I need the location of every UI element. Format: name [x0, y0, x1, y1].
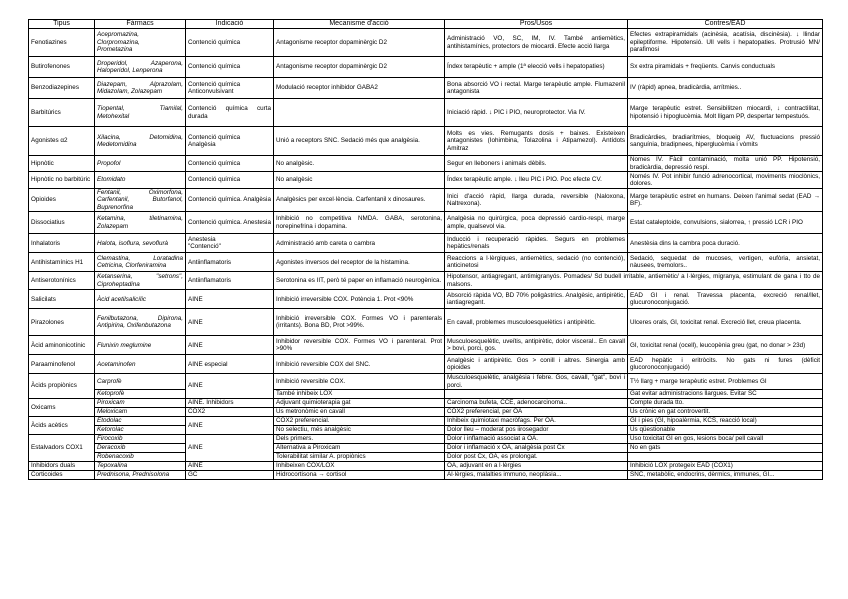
cell-indicacio: Contenció química: [186, 172, 274, 189]
cell-mecanisme: Inhibició reversible COX del SNC.: [274, 355, 445, 374]
cell-contres: Nomes IV. Fàcil contaminació, molta unió PP. Hipotensió, bradicàrdia, depressió respi.: [628, 156, 823, 172]
cell-contres: Uso toxicitat GI en gos, lesions boca/ pell cavall: [628, 435, 823, 444]
pharmacology-table-sheet: [28, 19, 822, 480]
header-mecanisme: Mecanisme d'acció: [274, 20, 445, 29]
cell-pros: Absorció ràpida VO, BD 70% poligàstrics. Analgèsic, antipirètic, iantiagregant.: [445, 290, 628, 309]
cell-tipus: Àcid aminonicotínic: [29, 336, 95, 355]
cell-indicacio: AINE: [186, 309, 274, 336]
cell-farmacs: Deracoxib: [95, 444, 186, 453]
cell-tipus: Butirofenones: [29, 57, 95, 78]
table-row: [29, 234, 823, 253]
cell-indicacio: Contenció química: [186, 156, 274, 172]
cell-contres: Efectes extrapiramidals (acinèsia, acatísia, discinèsia). ↓ llindar epileptiforme. Hipotensió. Ull vells i hepatopaties. Protrusió MN/ parafimosi: [628, 29, 823, 57]
cell-pros: COX2 preferencial, per OA: [445, 408, 628, 417]
cell-indicacio: Antiinflamatoris: [186, 253, 274, 272]
cell-contres: Marge terapèutic estret en humans. Deixen l'animal sedat (EAD → BF).: [628, 189, 823, 212]
cell-contres: Ulceres orals, GI, toxicitat renal. Excreció llet, creua placenta.: [628, 309, 823, 336]
cell-contres: Gat evitar administracions llargues. Evitar SC: [628, 390, 823, 399]
cell-indicacio: Contenció química Anticonvulsivant: [186, 78, 274, 99]
cell-farmacs: Halota, isoflura, sevoflurà: [95, 234, 186, 253]
cell-farmacs: Clemastina, Loratadina Cetricina, Clorfeniramina: [95, 253, 186, 272]
cell-pros: Dolor i inflamació associat a OA.: [445, 435, 628, 444]
cell-indicacio: AINE: [186, 290, 274, 309]
cell-contres: Sx extra piramidals + freqüents. Canvis conductuals: [628, 57, 823, 78]
cell-contres: Inhibició LOX protegeix EAD (COX1): [628, 462, 823, 471]
cell-farmacs: Etodolac: [95, 417, 186, 426]
cell-mecanisme: Analgèsics per excel·lència. Carfentanil x dinosaures.: [274, 189, 445, 212]
cell-contres: Us crònic en gat controvertit.: [628, 408, 823, 417]
cell-indicacio: Contenció química. Anestesia: [186, 212, 274, 234]
cell-indicacio: Contenció química curta durada: [186, 99, 274, 127]
table-row: [29, 253, 823, 272]
cell-pros: Reaccions a l·lèrgiques, antiemètics, sedació (no contenció), anticinetosi: [445, 253, 628, 272]
cell-tipus: Hipnòtic: [29, 156, 95, 172]
cell-pros: Molts es vies. Remugants dosis + baixes. Existeixen antagonistes (Iohimbina, Tolazolina i Atipamezol). Antídots Amitraz: [445, 127, 628, 156]
header-contres: Contres/EAD: [628, 20, 823, 29]
cell-pros: Bona absorció VO i rectal. Marge terapèutic ample. Flumazenil antagonista: [445, 78, 628, 99]
table-header-row: [29, 20, 823, 29]
table-row: [29, 309, 823, 336]
cell-pros: En cavall, problemes musculoesquelètics i antipirètic.: [445, 309, 628, 336]
table-row: [29, 78, 823, 99]
cell-mecanisme: No selectiu, més analgèsic: [274, 426, 445, 435]
cell-tipus: Oxicams: [29, 399, 95, 417]
cell-tipus: Antiserotonínics: [29, 272, 95, 290]
cell-farmacs: Carprofè: [95, 374, 186, 390]
cell-contres: EAD hepàtic i eritròcits. No gats ni fures (dèficit glucoronoconjugació): [628, 355, 823, 374]
cell-pros: Inducció i recuperació ràpides. Segurs en problemes hepàtics/renals: [445, 234, 628, 253]
cell-indicacio: AINE: [186, 462, 274, 471]
cell-pros: OA, adjuvant en a l·lèrgies: [445, 462, 628, 471]
cell-mecanisme: Antagonisme receptor dopaminèrgic D2: [274, 29, 445, 57]
cell-contres: SNC, metabòlic, endocrins, dèrmics, immunes, GI...: [628, 471, 823, 480]
cell-farmacs: Droperidol, Azaperona, Haloperidol, Lenperona: [95, 57, 186, 78]
cell-pros: Administració VO, SC, IM, IV. També antiemètics, antihistamínics, protectors de miocardi. Efecte acció llarga: [445, 29, 628, 57]
table-row: [29, 189, 823, 212]
header-indicacio: Indicació: [186, 20, 274, 29]
cell-tipus: Salicilats: [29, 290, 95, 309]
cell-pros: Dolor lleu – moderat pos iirosegador: [445, 426, 628, 435]
cell-indicacio: AINE: [186, 336, 274, 355]
cell-mecanisme: Inhibició reversible COX.: [274, 374, 445, 390]
table-row: [29, 374, 823, 390]
cell-mecanisme: Alternativa a Piroxicam: [274, 444, 445, 453]
table-row: [29, 290, 823, 309]
cell-farmacs: Meloxicam: [95, 408, 186, 417]
cell-contres: Compte durada tto.: [628, 399, 823, 408]
cell-farmacs: Diazepam, Alprazolam, Midazolam, Zolazepam: [95, 78, 186, 99]
cell-mecanisme: Dels primers.: [274, 435, 445, 444]
cell-mecanisme: Inhibició irreversible COX. Formes VO i parenterals (irritants). Bona BD, Prot >99%.: [274, 309, 445, 336]
cell-mecanisme: Agonistes inversos del receptor de la histamina.: [274, 253, 445, 272]
table-row: [29, 57, 823, 78]
cell-tipus: Barbitúrics: [29, 99, 95, 127]
cell-mecanisme: Inhibidor reversible COX. Formes VO i parenteral. Prot >90%: [274, 336, 445, 355]
cell-indicacio: AINE. Inhibidors: [186, 399, 274, 408]
cell-farmacs: Acetaminofen: [95, 355, 186, 374]
cell-contres: Només IV. Pot inhibir funció adrenocortical, moviments mioclònics, dolores.: [628, 172, 823, 189]
cell-mecanisme: Antagonisme receptor dopaminèrgic D2: [274, 57, 445, 78]
cell-contres: Marge terapèutic estret. Sensibilitzen miocardi, ↓ contractilitat, hipotensió i hipoglucèmia. Molt lligam PP, despertar tempestuós.: [628, 99, 823, 127]
cell-indicacio: Contenció química Analgèsia: [186, 127, 274, 156]
cell-mecanisme: Us metronòmic en cavall: [274, 408, 445, 417]
cell-tipus: Fenotiazines: [29, 29, 95, 57]
cell-farmacs: Ketoprofè: [95, 390, 186, 399]
cell-pros: Segur en lleboners i animals dèbils.: [445, 156, 628, 172]
cell-tipus: Àcids propiònics: [29, 374, 95, 399]
cell-contres: GI, toxicitat renal (ocell), leucopènia greu (gat, no donar > 23d): [628, 336, 823, 355]
cell-tipus: Inhalatoris: [29, 234, 95, 253]
cell-tipus: Corticoides: [29, 471, 95, 480]
table-row: [29, 453, 823, 462]
cell-indicacio: Contenció química. Analgèsia: [186, 189, 274, 212]
cell-tipus: Agonistes α2: [29, 127, 95, 156]
cell-indicacio: AINE especial: [186, 355, 274, 374]
cell-indicacio: Anestesia "Contenció": [186, 234, 274, 253]
cell-mecanisme: També inhibeix LOX: [274, 390, 445, 399]
cell-pros: Musculoesquelètic, analgèsia i febre. Gos, cavall, "gat", bovi i porci.: [445, 374, 628, 390]
cell-indicacio: AINE: [186, 417, 274, 435]
cell-farmacs: Tiopental, Tiamilal, Metohexital: [95, 99, 186, 127]
cell-indicacio: Antiinflamatoris: [186, 272, 274, 290]
cell-tipus: Estalvadors COX1: [29, 435, 95, 462]
cell-indicacio: COX2: [186, 408, 274, 417]
cell-contres: Anestèsia dins la cambra poca duració.: [628, 234, 823, 253]
cell-mecanisme: Unió a receptors SNC. Sedació més que analgèsia.: [274, 127, 445, 156]
cell-mecanisme: Inhibició irreversible COX. Potència 1. Prot <90%: [274, 290, 445, 309]
cell-tipus: Inhibidors duals: [29, 462, 95, 471]
cell-contres: T½ llarg + marge terapèutic estret. Problemes GI: [628, 374, 823, 390]
cell-mecanisme: Adjuvant quimioterapia gat: [274, 399, 445, 408]
cell-tipus: Hipnòtic no barbitúric: [29, 172, 95, 189]
cell-tipus: Dissociatius: [29, 212, 95, 234]
cell-farmacs: Robenacoxib: [95, 453, 186, 462]
cell-mecanisme: Inhibeixen COX/LOX: [274, 462, 445, 471]
table-row: [29, 462, 823, 471]
table-row: [29, 417, 823, 426]
cell-contres: Estat cataleptoide, convulsions, sialorrea, ↑ pressió LCR i PIO: [628, 212, 823, 234]
cell-pros: Musculoesquelètic, uveïtis, antipirètic, dolor visceral.. En cavall > bovi, porci, gos.: [445, 336, 628, 355]
table-row: [29, 127, 823, 156]
cell-contres: GI i pies (GI, hipoalèrmia, KCS, reacció local): [628, 417, 823, 426]
table-row: [29, 408, 823, 417]
cell-pros: Iniciació ràpid. ↓ PIC i PIO, neuroprotector. Via IV.: [445, 99, 628, 127]
cell-contres: EAD GI i renal. Travessa placenta, excreció renal/llet, glucuronoconjugació.: [628, 290, 823, 309]
cell-mecanisme: No analgèsic: [274, 172, 445, 189]
cell-mecanisme: [274, 99, 445, 127]
cell-pros: Hipotensor, antiagregant, antimigranyós. Pomades/ Sd budell irritable, antiemètic/ a l·lèrgies, migranya, estimulant de gana i tto de malsons.: [445, 272, 823, 290]
cell-contres: Bradicàrdies, bradiarítmies, bloqueig AV, fluctuacions pressió sanguínia, bradipnees, hiperglucèmia i vòmits: [628, 127, 823, 156]
table-row: [29, 272, 823, 290]
cell-mecanisme: Tolerabilitat similar A. propiònics: [274, 453, 445, 462]
cell-pros: [445, 390, 628, 399]
cell-farmacs: Flunixin meglumine: [95, 336, 186, 355]
table-row: [29, 435, 823, 444]
cell-indicacio: Contenció química: [186, 57, 274, 78]
cell-tipus: Benzodiazepines: [29, 78, 95, 99]
cell-pros: Dolor post Cx, OA, es prolongat.: [445, 453, 628, 462]
cell-pros: Analgèsic i antipirètic. Gos > conill i altres. Sinergia amb opioides: [445, 355, 628, 374]
table-row: [29, 426, 823, 435]
table-row: [29, 471, 823, 480]
cell-farmacs: Piroxicam: [95, 399, 186, 408]
cell-farmacs: Fentanil, Oximorfona, Carfentanil, Butorfanol, Buprenorfina: [95, 189, 186, 212]
cell-farmacs: Acepromazina, Clorpromazina, Prometazina: [95, 29, 186, 57]
cell-contres: [628, 453, 823, 462]
cell-pros: Índex terapèutic ample. ↓ lleu PIC i PIO. Poc efecte CV.: [445, 172, 628, 189]
cell-pros: Al·lèrgies, malalties immuno, neoplàsia...: [445, 471, 628, 480]
cell-mecanisme: Administració amb careta o cambra: [274, 234, 445, 253]
cell-contres: No en gats: [628, 444, 823, 453]
drug-comparison-table: [28, 19, 823, 480]
cell-tipus: Paraaminofenol: [29, 355, 95, 374]
header-farmacs: Fàrmacs: [95, 20, 186, 29]
cell-mecanisme: No analgèsic.: [274, 156, 445, 172]
table-row: [29, 29, 823, 57]
cell-mecanisme: Serotonina es IIT, però té paper en inflamació neurogènica.: [274, 272, 445, 290]
cell-farmacs: Àcid acetilsalicílic: [95, 290, 186, 309]
cell-pros: Inici d'acció ràpid, llarga durada, reversible (Naloxona, Naltrexona).: [445, 189, 628, 212]
table-row: [29, 336, 823, 355]
cell-indicacio: AINE: [186, 435, 274, 462]
cell-tipus: Opioides: [29, 189, 95, 212]
cell-indicacio: GC: [186, 471, 274, 480]
cell-indicacio: AINE: [186, 374, 274, 399]
cell-contres: IV (ràpid) apnea, bradicàrdia, arrítmies..: [628, 78, 823, 99]
cell-contres: Sedació, sequedat de mucoses, vertigen, eufòria, ansietat, nàusees, tremolors..: [628, 253, 823, 272]
cell-farmacs: Ketamina, tiletinamina, Zolazepam: [95, 212, 186, 234]
table-row: [29, 355, 823, 374]
header-pros: Pros/Usos: [445, 20, 628, 29]
cell-farmacs: Tepoxalina: [95, 462, 186, 471]
table-row: [29, 399, 823, 408]
cell-farmacs: Firocoxib: [95, 435, 186, 444]
cell-tipus: Àcids acètics: [29, 417, 95, 435]
table-row: [29, 156, 823, 172]
cell-farmacs: Prednisona, Prednisolona: [95, 471, 186, 480]
cell-farmacs: Etomidato: [95, 172, 186, 189]
table-row: [29, 390, 823, 399]
cell-pros: Analgèsia no quirúrgica, poca depressió cardio-respi, marge ample, qualsevol via.: [445, 212, 628, 234]
cell-mecanisme: Inhibició no competitiva NMDA. GABA, serotonina, norepinefrina i dopamina.: [274, 212, 445, 234]
table-row: [29, 212, 823, 234]
cell-mecanisme: Modulació receptor inhibidor GABA2: [274, 78, 445, 99]
cell-farmacs: Fenilbutazona, Dipirona, Antipirina, Oxifenbutazona: [95, 309, 186, 336]
table-row: [29, 99, 823, 127]
cell-mecanisme: Hidrocortisona → cortisol: [274, 471, 445, 480]
cell-indicacio: Contenció química: [186, 29, 274, 57]
cell-tipus: Antihistamínics H1: [29, 253, 95, 272]
cell-farmacs: Xilacina, Detomidina, Medetomidina: [95, 127, 186, 156]
table-row: [29, 444, 823, 453]
cell-contres: Ús qüestionable: [628, 426, 823, 435]
table-row: [29, 172, 823, 189]
cell-pros: Inhibeix quimiotaxi macròfags. Per OA.: [445, 417, 628, 426]
cell-farmacs: Propofol: [95, 156, 186, 172]
cell-pros: Dolor i inflamació x OA, analgèsia post Cx: [445, 444, 628, 453]
cell-pros: Índex terapèutic + ample (1ª elecció vells i hepatopaties): [445, 57, 628, 78]
cell-mecanisme: COX2 preferencial.: [274, 417, 445, 426]
header-tipus: Tipus: [29, 20, 95, 29]
cell-farmacs: Ketorolac: [95, 426, 186, 435]
cell-tipus: Pirazolones: [29, 309, 95, 336]
cell-farmacs: Ketanserina, "setrons", Ciproheptadina: [95, 272, 186, 290]
cell-pros: Carcinoma bufeta, CCE, adenocarcinoma..: [445, 399, 628, 408]
